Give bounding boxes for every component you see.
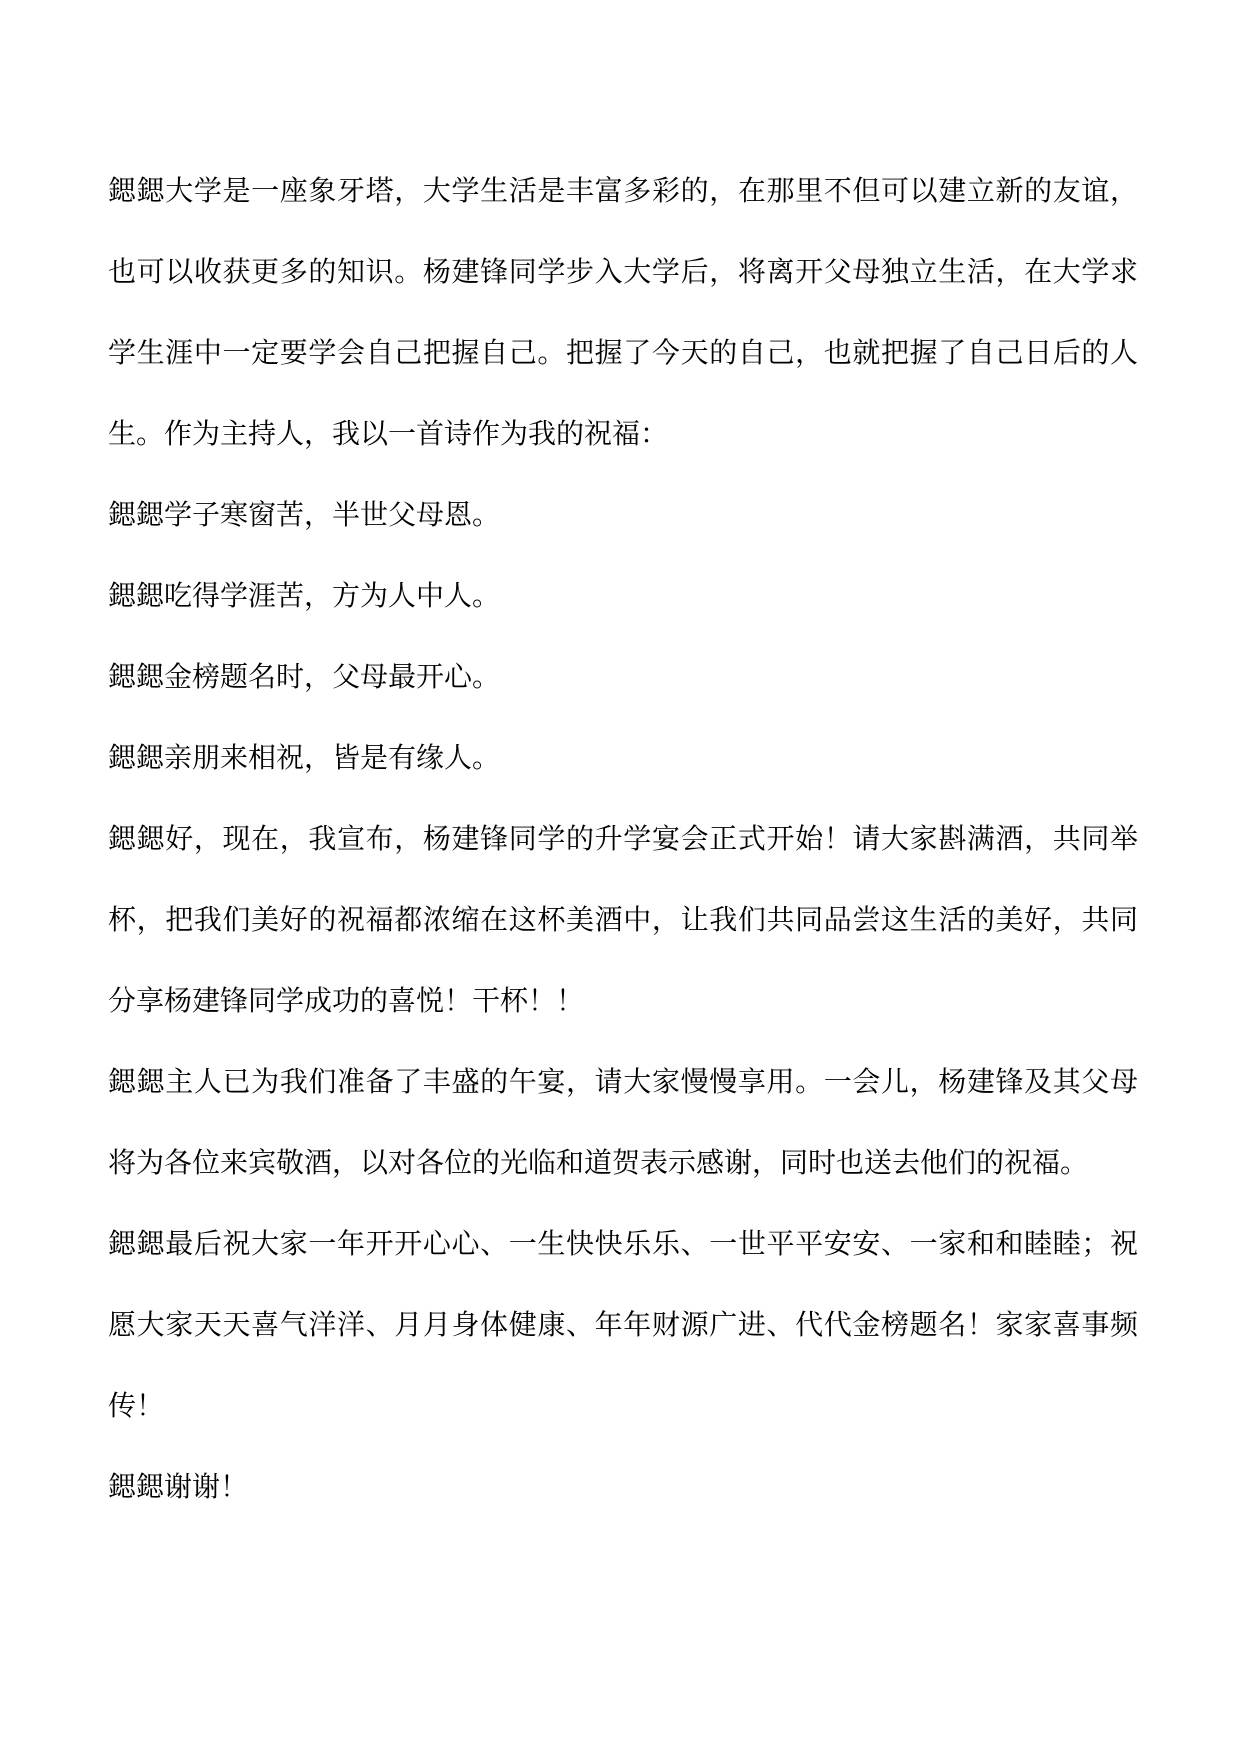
paragraph-text: 谢谢！	[164, 1470, 249, 1503]
paragraph-indent: 鍶鍶	[108, 660, 165, 693]
paragraph-text: 大学是一座象牙塔，大学生活是丰富多彩的，在那里不但可以建立新的友谊，也可以收获更多的知识。杨建锋同学步入大学后，将离开父母独立生活，在大学求学生涯中一定要学会自己把握自己。把握了今天的自己，也就把握了自己日后的人生。作为主持人，我以一首诗作为我的祝福：	[108, 174, 1138, 450]
paragraph-indent: 鍶鍶	[108, 498, 165, 531]
paragraph-indent: 鍶鍶	[108, 822, 166, 855]
poem-line-4	[108, 717, 1138, 798]
poem-line-3	[108, 636, 1138, 717]
paragraph-indent: 鍶鍶	[108, 1470, 165, 1503]
paragraph-text: 学子寒窗苦，半世父母恩。	[164, 498, 501, 531]
paragraph-text: 吃得学涯苦，方为人中人。	[164, 579, 501, 612]
paragraph-text: 主人已为我们准备了丰盛的午宴，请大家慢慢享用。一会儿，杨建锋及其父母将为各位来宾敬酒，以对各位的光临和道贺表示感谢，同时也送去他们的祝福。	[108, 1065, 1138, 1179]
paragraph-toast	[108, 798, 1138, 1041]
paragraph-indent: 鍶鍶	[108, 1227, 166, 1260]
paragraph-banquet	[108, 1041, 1138, 1203]
poem-line-2	[108, 555, 1138, 636]
poem-line-1	[108, 474, 1138, 555]
document-body	[108, 150, 1138, 1527]
paragraph-blessing	[108, 1203, 1138, 1446]
paragraph-text: 好，现在，我宣布，杨建锋同学的升学宴会正式开始！请大家斟满酒，共同举杯，把我们美好的祝福都浓缩在这杯美酒中，让我们共同品尝这生活的美好，共同分享杨建锋同学成功的喜悦！干杯！！	[108, 822, 1138, 1017]
paragraph-text: 亲朋来相祝，皆是有缘人。	[164, 741, 501, 774]
paragraph-text: 金榜题名时，父母最开心。	[164, 660, 501, 693]
paragraph-intro	[108, 150, 1138, 474]
paragraph-indent: 鍶鍶	[108, 579, 165, 612]
paragraph-indent: 鍶鍶	[108, 741, 165, 774]
paragraph-text: 最后祝大家一年开开心心、一生快快乐乐、一世平平安安、一家和和睦睦；祝愿大家天天喜气洋洋、月月身体健康、年年财源广进、代代金榜题名！家家喜事频传！	[108, 1227, 1138, 1422]
paragraph-indent: 鍶鍶	[108, 174, 166, 207]
paragraph-indent: 鍶鍶	[108, 1065, 166, 1098]
paragraph-thanks	[108, 1446, 1138, 1527]
